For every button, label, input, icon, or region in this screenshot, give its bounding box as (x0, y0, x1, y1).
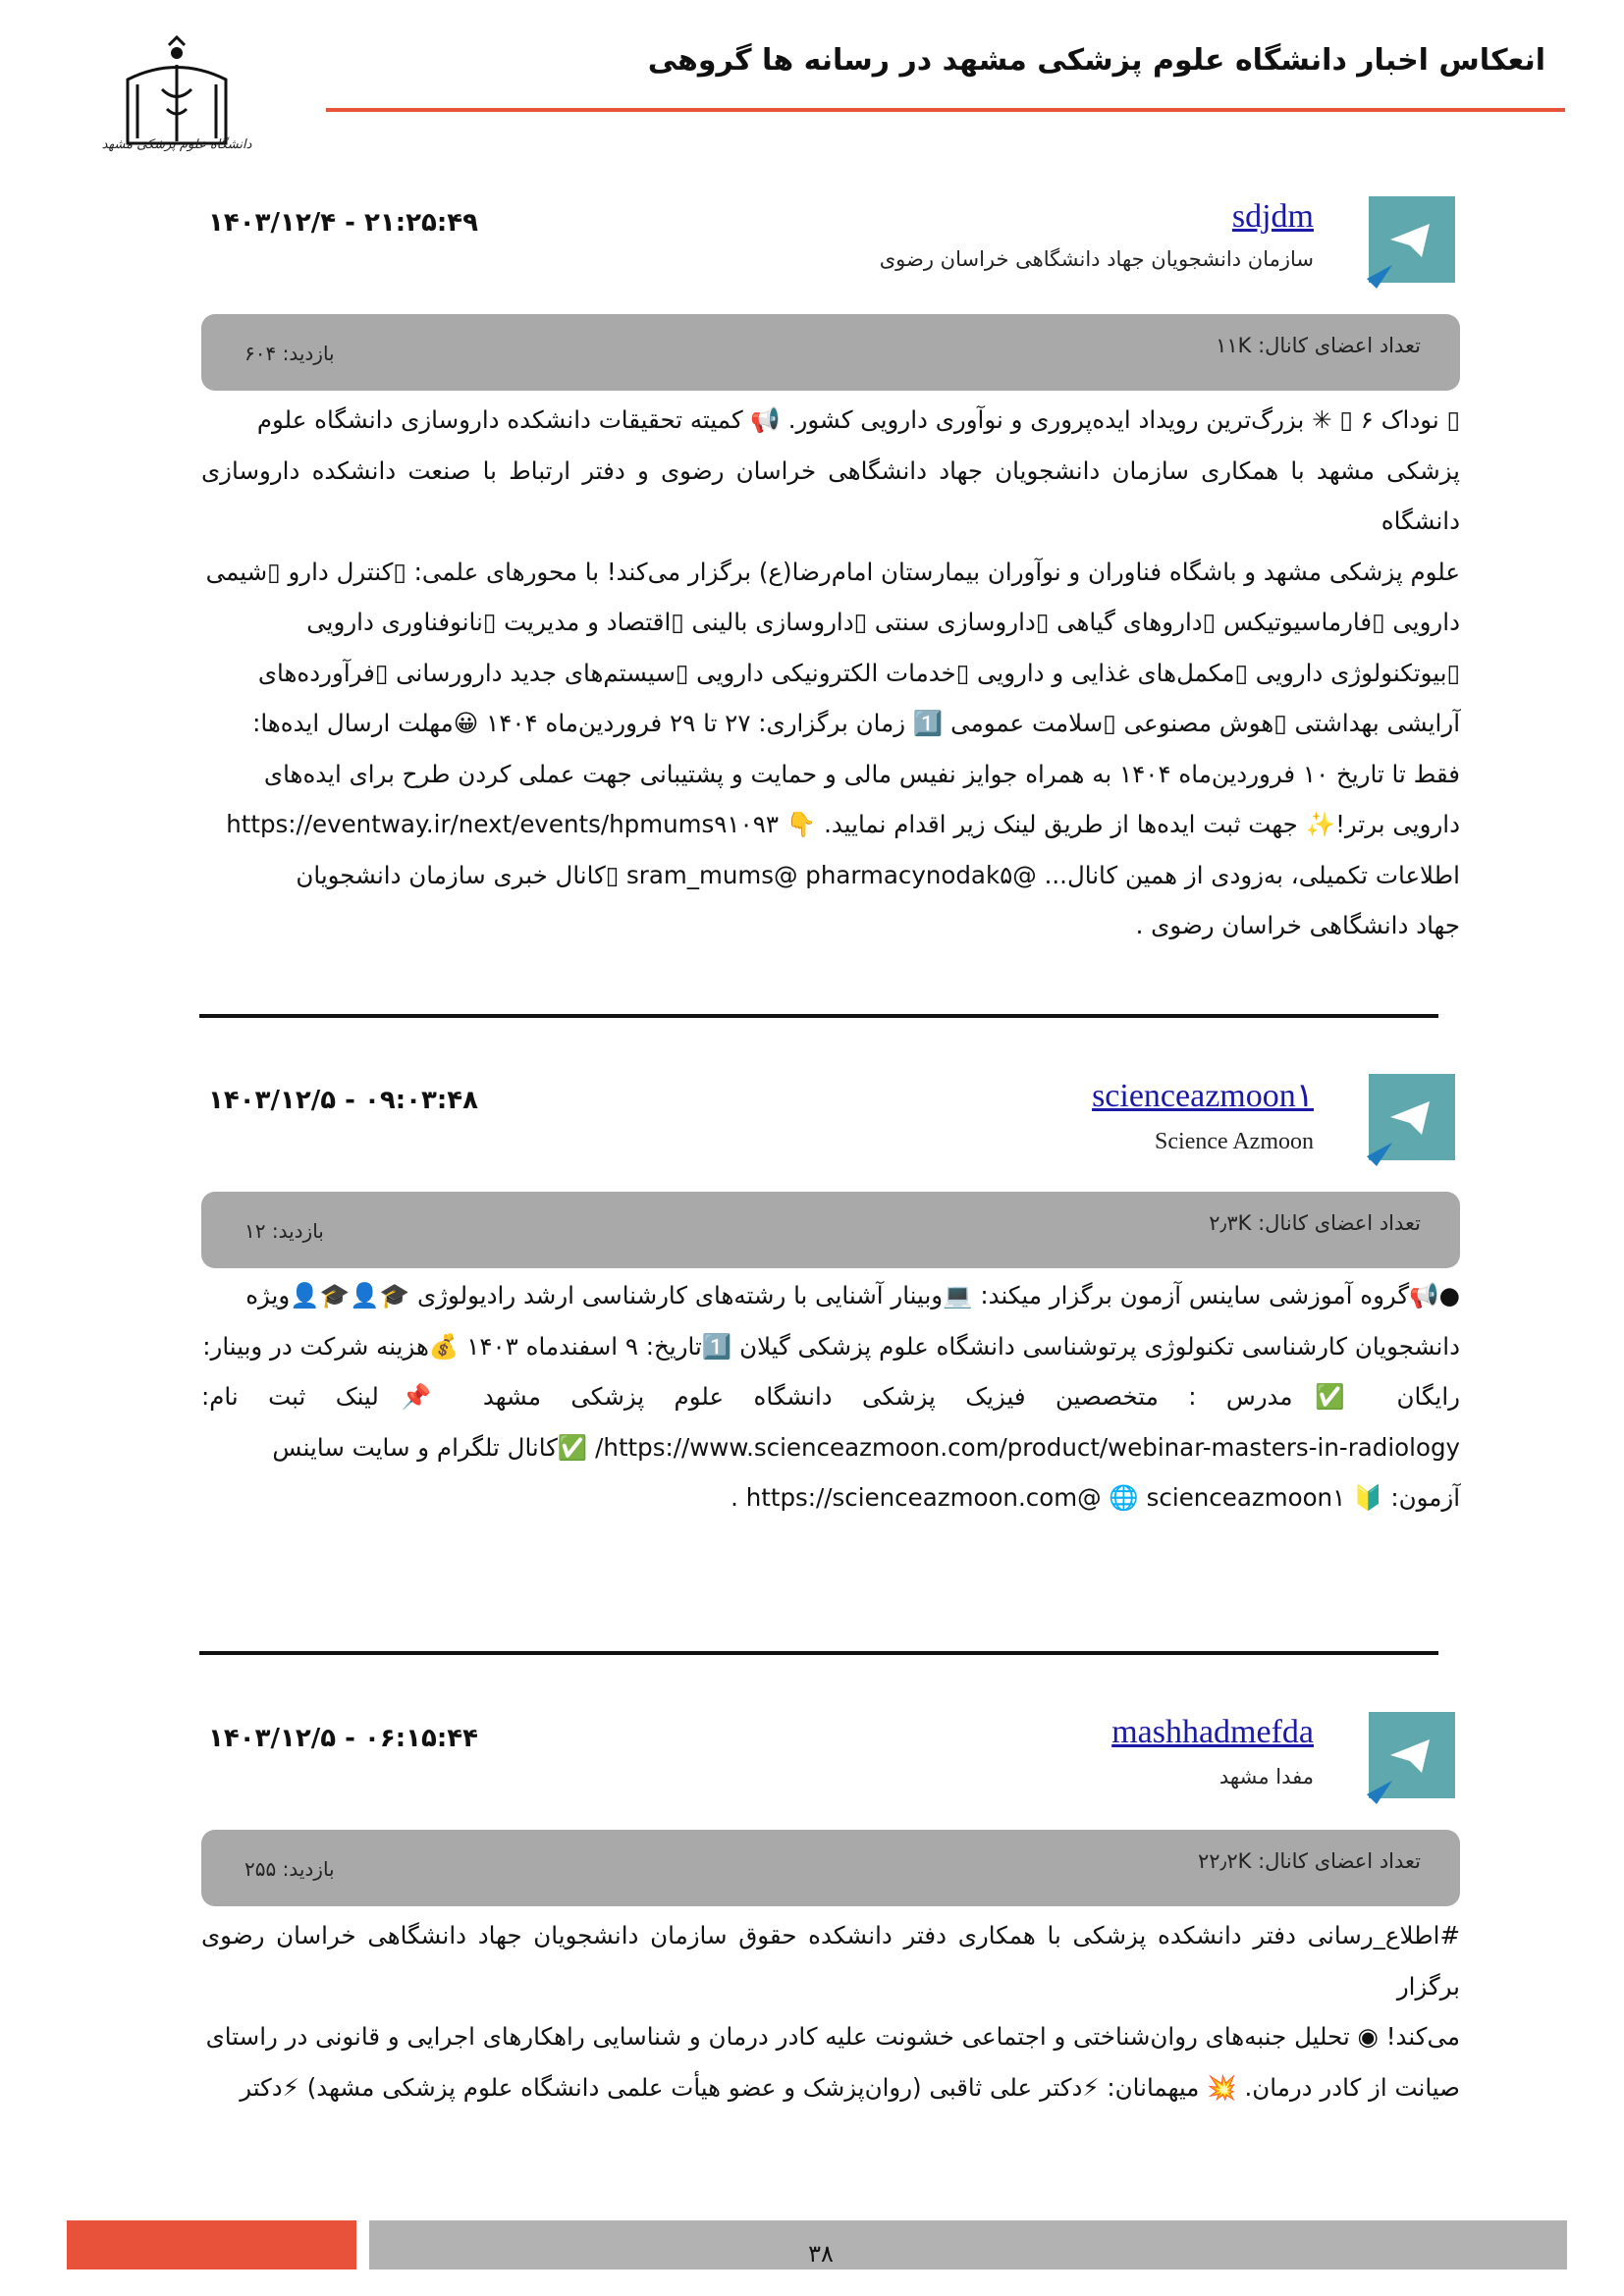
stats-bar (201, 1830, 1460, 1906)
post-line: ▯ نوداک ۶ ▯ ✳ بزرگ‌ترین رویداد ایده‌پروری و نوآوری دارویی کشور. 📢 کمیته تحقیقات دانشکده داروسازی دانشگاه علوم (256, 405, 1460, 434)
post-line: پزشکی مشهد با همکاری سازمان دانشجویان جهاد دانشگاهی خراسان رضوی و دفتر ارتباط با صنعت دانشکده داروسازی دانشگاه (201, 455, 1460, 535)
channel-subtitle: Science Azmoon (1155, 1129, 1314, 1154)
header-rule (326, 108, 1565, 112)
document-title: انعکاس اخبار دانشگاه علوم پزشکی مشهد در رسانه ها گروهی (647, 43, 1545, 78)
post-line[interactable]: https://www.scienceazmoon.com/product/webinar-masters-in-radiology/ ✅کانال تلگرام و سایت ساینس (272, 1432, 1460, 1462)
post-line: ▯بیوتکنولوژی دارویی ▯مکمل‌های غذایی و دارویی ▯خدمات الکترونیکی دارویی ▯سیستم‌های جدید دارورسانی ▯فرآورده‌های (257, 658, 1460, 687)
view-count: بازدید: ۱۲ (244, 1219, 324, 1243)
post-line[interactable]: دارویی برتر!✨ جهت ثبت ایده‌ها از طریق لینک زیر اقدام نمایید. 👇 https://eventway.ir/next/events/hpmums۹۱۰۹۳ (226, 810, 1460, 838)
post-line: آرایشی بهداشتی ▯هوش مصنوعی ▯سلامت عمومی 1️⃣ زمان برگزاری: ۲۷ تا ۲۹ فروردین‌ماه ۱۴۰۴ 😀مهلت ارسال ایده‌ها: (252, 709, 1460, 737)
page-number: ۳۸ (808, 2240, 834, 2268)
telegram-icon (1363, 194, 1457, 289)
post-line: می‌کند! ◉ تحلیل جنبه‌های روان‌شناختی و اجتماعی خشونت علیه کادر درمان و شناسایی راهکارهای اجرایی و قانونی در راستای (205, 2022, 1460, 2051)
channel-subtitle: سازمان دانشجویان جهاد دانشگاهی خراسان رضوی (879, 247, 1314, 271)
telegram-icon (1363, 1710, 1457, 1804)
footer-accent-bar (67, 2220, 356, 2269)
telegram-icon (1363, 1072, 1457, 1166)
view-count: بازدید: ۲۵۵ (244, 1857, 335, 1881)
member-count: تعداد اعضای کانال: ۲۲٫۲K (1197, 1849, 1421, 1873)
channel-name[interactable]: sdjdm (1231, 198, 1314, 235)
post-body (201, 395, 1460, 951)
post-line: اطلاعات تکمیلی، به‌زودی از همین کانال... @sram_mums@ pharmacynodak۵ ▯کانال خبری سازمان دانشجویان (296, 860, 1460, 889)
post-datetime: ۱۴۰۳/۱۲/۵ - ۰۹:۰۳:۴۸ (208, 1086, 478, 1115)
member-count: تعداد اعضای کانال: ۲٫۳K (1209, 1211, 1421, 1235)
post-line[interactable]: آزمون: 🔰 https://scienceazmoon.com@ 🌐 scienceazmoon۱ . (731, 1483, 1460, 1512)
stats-bar (201, 314, 1460, 391)
post-datetime: ۱۴۰۳/۱۲/۴ - ۲۱:۲۵:۴۹ (208, 208, 478, 238)
post-body (201, 1910, 1460, 2112)
post-line: دارویی ▯فارماسیوتیکس ▯داروهای گیاهی ▯داروسازی سنتی ▯داروسازی بالینی ▯اقتصاد و مدیریت ▯نانوفناوری دارویی (306, 608, 1460, 636)
post-line: #اطلاع_رسانی دفتر دانشکده پزشکی با همکاری دفتر دانشکده حقوق سازمان دانشجویان جهاد دانشگاهی خراسان رضوی برگزار (201, 1921, 1460, 2001)
member-count: تعداد اعضای کانال: ۱۱K (1216, 334, 1421, 357)
post-line: ●📢گروه آموزشی ساینس آزمون برگزار میکند: 💻وبینار آشنایی با رشته‌های کارشناسی ارشد رادیولوژی 🎓👤🎓👤ویژه (245, 1281, 1460, 1309)
channel-name[interactable]: mashhadmefda (1111, 1714, 1314, 1750)
channel-name[interactable]: scienceazmoon۱ (1092, 1078, 1314, 1114)
post-line: علوم پزشکی مشهد و باشگاه فناوران و نوآوران بیمارستان امام‌رضا(ع) برگزار می‌کند! با محورهای علمی: ▯کنترل دارو ▯شیمی (205, 557, 1460, 586)
post-separator (199, 1651, 1438, 1655)
post-line: صیانت از کادر درمان. 💥 میهمانان: ⚡دکتر علی ثاقبی (روان‌پزشک و عضو هیأت علمی دانشگاه علوم پزشکی مشهد) ⚡دکتر (240, 2072, 1460, 2102)
post-line: دانشجویان کارشناسی تکنولوژی پرتوشناسی دانشگاه علوم پزشکی گیلان 1️⃣تاریخ: ۹ اسفندماه ۱۴۰۳ 💰هزینه شرکت در وبینار: (202, 1331, 1460, 1361)
post-datetime: ۱۴۰۳/۱۲/۵ - ۰۶:۱۵:۴۴ (208, 1724, 478, 1753)
stats-bar (201, 1192, 1460, 1268)
view-count: بازدید: ۶۰۴ (244, 342, 335, 365)
post-body (201, 1270, 1460, 1523)
post-line: فقط تا تاریخ ۱۰ فروردین‌ماه ۱۴۰۴ به همراه جوایز نفیس مالی و حمایت و پشتیبانی جهت عملی کردن طرح برای ایده‌های (263, 759, 1460, 788)
post-separator (199, 1014, 1438, 1018)
post-line: رایگان ✅مدرس : متخصصین فیزیک پزشکی دانشگاه علوم پزشکی مشهد 📌لینک ثبت نام: (201, 1382, 1460, 1411)
channel-subtitle: مفدا مشهد (1218, 1765, 1314, 1789)
post-line: جهاد دانشگاهی خراسان رضوی . (1135, 911, 1460, 939)
logo-caption: دانشگاه علوم پزشکی مشهد (101, 137, 252, 152)
